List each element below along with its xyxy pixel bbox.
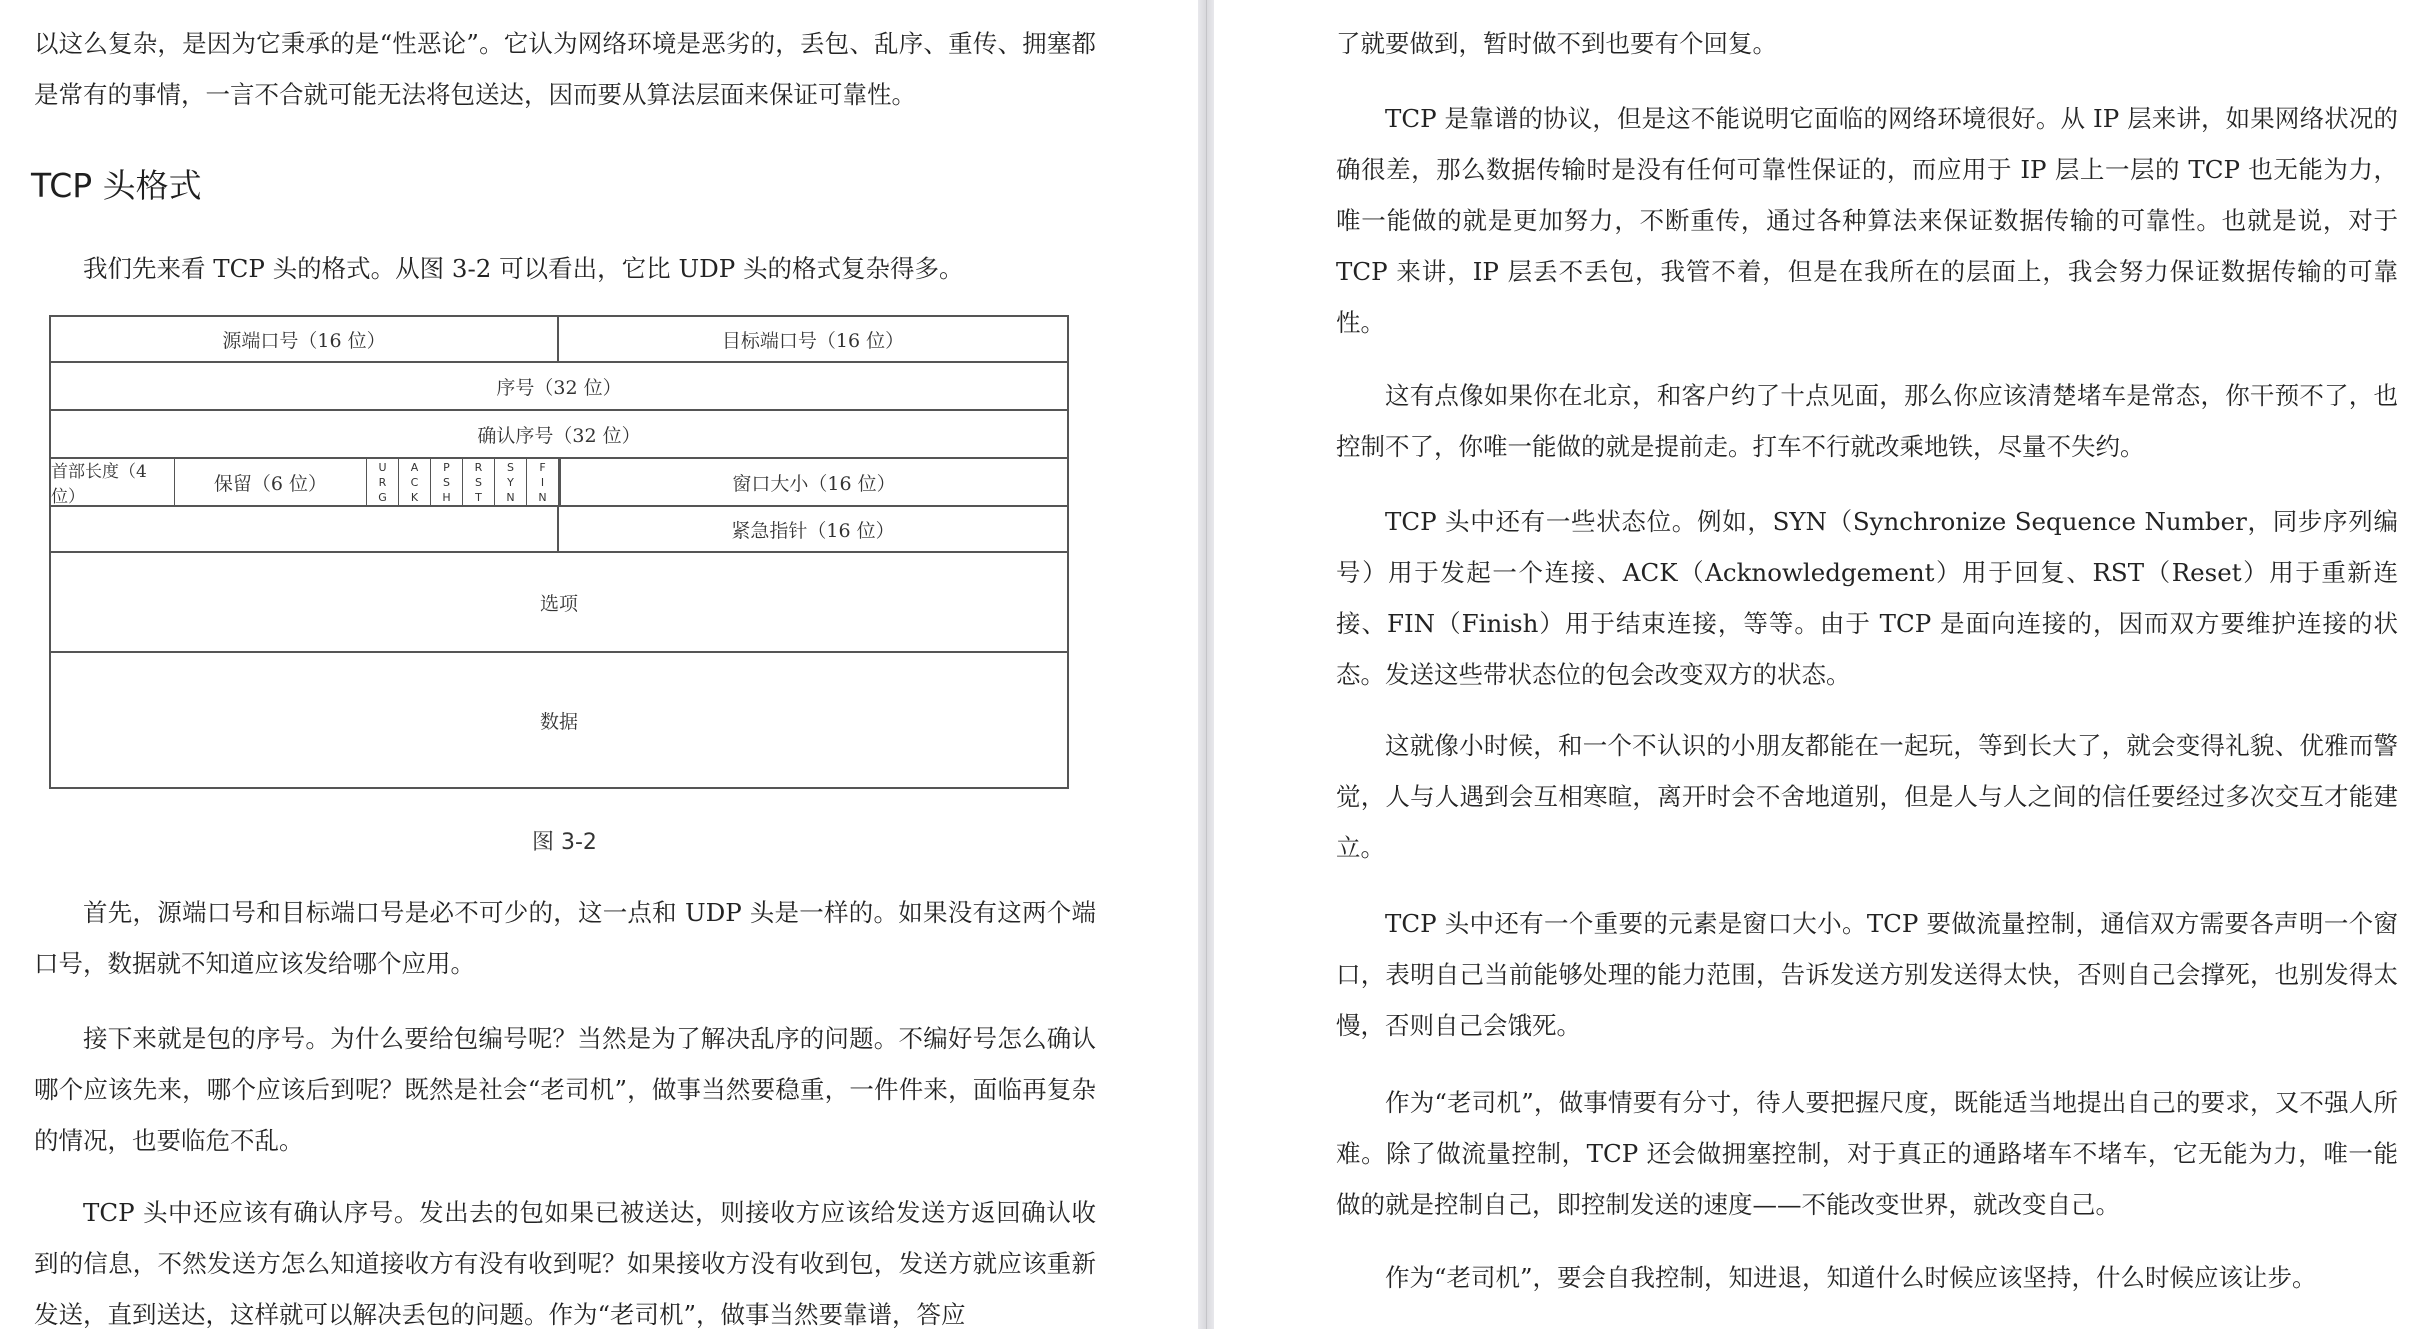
flag-letter: S <box>507 460 514 474</box>
flag-letter: G <box>378 490 387 504</box>
flag-syn <box>495 459 527 505</box>
flag-letter: I <box>540 475 545 489</box>
book-gutter <box>1198 0 1214 1329</box>
flag-letter: R <box>474 460 483 474</box>
continuation-paragraph: 了就要做到，暂时做不到也要有个回复。 <box>1336 29 1777 58</box>
flag-ack <box>399 459 431 505</box>
flag-letter: C <box>410 475 419 489</box>
paragraph: TCP 头中还有一个重要的元素是窗口大小。TCP 要做流量控制，通信双方需要各声明一个窗口，表明自己当前能够处理的能力范围，告诉发送方别发送得太快，否则自己会撑死，也别发得太慢，否则自己会饿死。 <box>1336 909 2398 1040</box>
src-port-cell: 源端口号（16 位） <box>51 317 559 363</box>
flag-letter: N <box>538 490 547 504</box>
flag-fin <box>527 459 559 505</box>
tcp-header-diagram <box>49 315 1069 789</box>
dst-port-cell: 目标端口号（16 位） <box>559 317 1067 363</box>
header-length-cell: 首部长度（4 位） <box>51 459 175 507</box>
data-cell: 数据 <box>539 710 578 733</box>
reserved-cell: 保留（6 位） <box>175 459 367 507</box>
paragraph: 这有点像如果你在北京，和客户约了十点见面，那么你应该清楚堵车是常态，你干预不了，也控制不了，你唯一能做的就是提前走。打车不行就改乘地铁，尽量不失约。 <box>1336 381 2398 461</box>
paragraph: 作为“老司机”，要会自我控制，知进退，知道什么时候应该坚持，什么时候应该让步。 <box>1385 1263 2317 1292</box>
flag-letter: P <box>443 460 450 474</box>
figure-caption: 图 3-2 <box>532 830 597 855</box>
paragraph: TCP 头中还有一些状态位。例如，SYN（Synchronize Sequence Number，同步序列编号）用于发起一个连接、ACK（Acknowledgement）用于回复、RST（Reset）用于重新连接、FIN（Finish）用于结束连接，等等。由于 TCP 是面向连接的，因而双方要维护连接的状态。发送这些带状态位的包会改变双方的状态。 <box>1336 507 2398 689</box>
checksum-cell <box>51 507 559 553</box>
flag-letter: T <box>475 490 482 504</box>
right-page <box>1214 0 2430 1329</box>
lead-paragraph: 我们先来看 TCP 头的格式。从图 3-2 可以看出，它比 UDP 头的格式复杂得多。 <box>83 254 964 283</box>
left-page <box>0 0 1198 1329</box>
intro-paragraph: 以这么复杂，是因为它秉承的是“性恶论”。它认为网络环境是恶劣的，丢包、乱序、重传、拥塞都是常有的事情，一言不合就可能无法将包送达，因而要从算法层面来保证可靠性。 <box>34 29 1096 109</box>
seq-cell: 序号（32 位） <box>51 363 1067 411</box>
window-size-cell: 窗口大小（16 位） <box>559 459 1067 507</box>
section-heading: TCP 头格式 <box>31 166 202 205</box>
flag-letter: H <box>442 490 451 504</box>
paragraph: TCP 头中还应该有确认序号。发出去的包如果已被送达，则接收方应该给发送方返回确认收到的信息，不然发送方怎么知道接收方有没有收到呢？如果接收方没有收到包，发送方就应该重新发送，直到送达，这样就可以解决丢包的问题。作为“老司机”，做事当然要靠谱，答应 <box>34 1198 1096 1329</box>
paragraph: TCP 是靠谱的协议，但是这不能说明它面临的网络环境很好。从 IP 层来讲，如果网络状况的确很差，那么数据传输时是没有任何可靠性保证的，而应用于 IP 层上一层的 TCP 也无能为力，唯一能做的就是更加努力，不断重传，通过各种算法来保证数据传输的可靠性。也就是说，对于 TCP 来讲，IP 层丢不丢包，我管不着，但是在我所在的层面上，我会努力保证数据传输的可靠性。 <box>1336 104 2398 337</box>
flag-letter: S <box>443 475 450 489</box>
flag-psh <box>431 459 463 505</box>
urgent-pointer-cell: 紧急指针（16 位） <box>559 507 1067 553</box>
flag-letter: N <box>506 490 515 504</box>
flag-letter: F <box>539 460 546 474</box>
flag-rst <box>463 459 495 505</box>
ack-cell: 确认序号（32 位） <box>51 411 1067 459</box>
flags-group <box>367 459 559 507</box>
paragraph: 作为“老司机”，做事情要有分寸，待人要把握尺度，既能适当地提出自己的要求，又不强人所难。除了做流量控制，TCP 还会做拥塞控制，对于真正的通路堵车不堵车，它无能为力，唯一能做的就是控制自己，即控制发送的速度——不能改变世界，就改变自己。 <box>1336 1088 2398 1219</box>
options-cell: 选项 <box>51 553 1067 653</box>
flag-letter: R <box>378 475 387 489</box>
flag-urg <box>367 459 399 505</box>
flag-letter: S <box>475 475 482 489</box>
flag-letter: K <box>410 490 419 504</box>
paragraph: 这就像小时候，和一个不认识的小朋友都能在一起玩，等到长大了，就会变得礼貌、优雅而警觉，人与人遇到会互相寒暄，离开时会不舍地道别，但是人与人之间的信任要经过多次交互才能建立。 <box>1336 731 2398 862</box>
flag-letter: U <box>378 460 387 474</box>
paragraph: 首先，源端口号和目标端口号是必不可少的，这一点和 UDP 头是一样的。如果没有这两个端口号，数据就不知道应该发给哪个应用。 <box>34 898 1096 978</box>
flag-letter: A <box>410 460 419 474</box>
paragraph: 接下来就是包的序号。为什么要给包编号呢？当然是为了解决乱序的问题。不编好号怎么确认哪个应该先来，哪个应该后到呢？既然是社会“老司机”，做事当然要稳重，一件件来，面临再复杂的情况，也要临危不乱。 <box>34 1024 1096 1155</box>
flag-letter: Y <box>507 475 514 489</box>
